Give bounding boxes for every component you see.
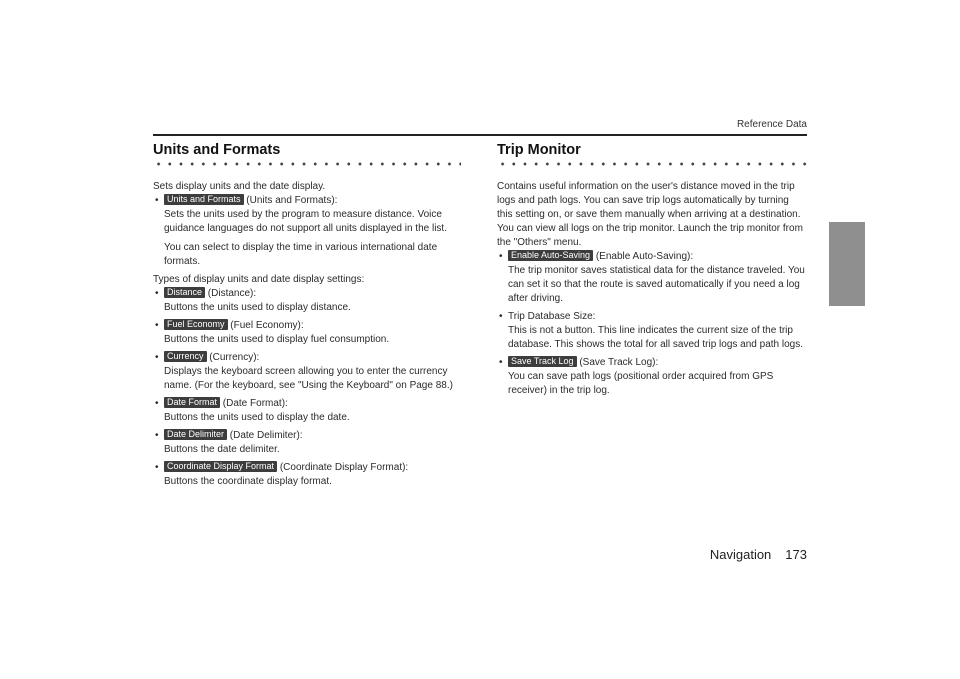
item-description: Buttons the coordinate display format. xyxy=(164,476,332,487)
item-description-extra: You can select to display the time in various international date formats. xyxy=(164,242,438,267)
section-tab xyxy=(829,222,865,306)
item-label: (Date Format): xyxy=(220,398,288,409)
list-item-date-delimiter xyxy=(153,429,461,457)
list-item-units-and-formats xyxy=(153,194,461,269)
date-format-button[interactable]: Date Format xyxy=(164,397,220,408)
item-label: (Currency): xyxy=(206,352,260,363)
coordinate-display-format-button[interactable]: Coordinate Display Format xyxy=(164,461,277,472)
item-description: Buttons the date delimiter. xyxy=(164,444,280,455)
units-and-formats-section xyxy=(153,139,461,493)
item-label: (Date Delimiter): xyxy=(227,430,303,441)
item-description: You can save path logs (positional order acquired from GPS receiver) in the trip log. xyxy=(508,371,774,396)
page-footer xyxy=(696,547,807,562)
item-description: Sets the units used by the program to measure distance. Voice guidance languages do not support all units displayed in the list. xyxy=(164,209,447,234)
bullet: • xyxy=(155,398,159,409)
bullet: • xyxy=(155,195,159,206)
date-delimiter-button[interactable]: Date Delimiter xyxy=(164,429,227,440)
units-and-formats-button[interactable]: Units and Formats xyxy=(164,194,244,205)
enable-auto-saving-button[interactable]: Enable Auto-Saving xyxy=(508,250,593,261)
distance-button[interactable]: Distance xyxy=(164,287,205,298)
section-title-units: Units and Formats xyxy=(153,142,281,158)
list-item-fuel-economy xyxy=(153,319,461,347)
item-description: This is not a button. This line indicates the current size of the trip database. This shows the total for all saved trip logs and path logs. xyxy=(508,325,803,350)
section-title-trip-monitor: Trip Monitor xyxy=(497,142,581,158)
dotted-divider xyxy=(153,161,461,167)
bullet: • xyxy=(155,288,159,299)
bullet: • xyxy=(499,357,503,368)
types-intro: Types of display units and date display settings: xyxy=(153,274,365,285)
trip-monitor-intro: Contains useful information on the user's distance moved in the trip logs and path logs. You can save trip logs automatically by turning this setting on, or save them manually when arriving at a destination. You can view all logs on the trip monitor. Launch the trip monitor from the "Others" menu. xyxy=(497,181,803,248)
item-label: (Coordinate Display Format): xyxy=(277,462,409,473)
item-description: Buttons the units used to display distance. xyxy=(164,302,351,313)
list-item-currency xyxy=(153,351,461,393)
page-number: 173 xyxy=(785,547,807,562)
list-item-distance xyxy=(153,287,461,315)
bullet: • xyxy=(155,430,159,441)
item-label: (Save Track Log): xyxy=(576,357,659,368)
fuel-economy-button[interactable]: Fuel Economy xyxy=(164,319,228,330)
currency-button[interactable]: Currency xyxy=(164,351,207,362)
list-item-coordinate-display-format xyxy=(153,461,461,489)
header-rule xyxy=(153,134,807,136)
list-item-date-format xyxy=(153,397,461,425)
item-label: Trip Database Size: xyxy=(508,311,596,322)
list-item-enable-auto-saving xyxy=(497,250,807,306)
dotted-divider xyxy=(497,161,807,167)
list-item-save-track-log xyxy=(497,356,807,398)
trip-monitor-section xyxy=(497,139,807,402)
running-header: Reference Data xyxy=(736,119,807,130)
item-description: Buttons the units used to display the date. xyxy=(164,412,350,423)
bullet: • xyxy=(499,251,503,262)
bullet: • xyxy=(155,352,159,363)
list-item-trip-database-size xyxy=(497,310,807,352)
bullet: • xyxy=(499,311,503,322)
item-description: The trip monitor saves statistical data for the distance traveled. You can set it so that the route is saved automatically if you need a log after driving. xyxy=(508,265,805,304)
bullet: • xyxy=(155,462,159,473)
item-label: (Enable Auto-Saving): xyxy=(593,251,694,262)
units-intro: Sets display units and the date display. xyxy=(153,181,326,192)
bullet: • xyxy=(155,320,159,331)
item-description: Displays the keyboard screen allowing you to enter the currency name. (For the keyboard, see "Using the Keyboard" on Page 88.) xyxy=(164,366,453,391)
save-track-log-button[interactable]: Save Track Log xyxy=(508,356,577,367)
item-label: (Fuel Economy): xyxy=(227,320,304,331)
item-description: Buttons the units used to display fuel consumption. xyxy=(164,334,390,345)
item-label: (Distance): xyxy=(205,288,257,299)
footer-section-name: Navigation xyxy=(709,547,772,562)
item-label: (Units and Formats): xyxy=(243,195,338,206)
